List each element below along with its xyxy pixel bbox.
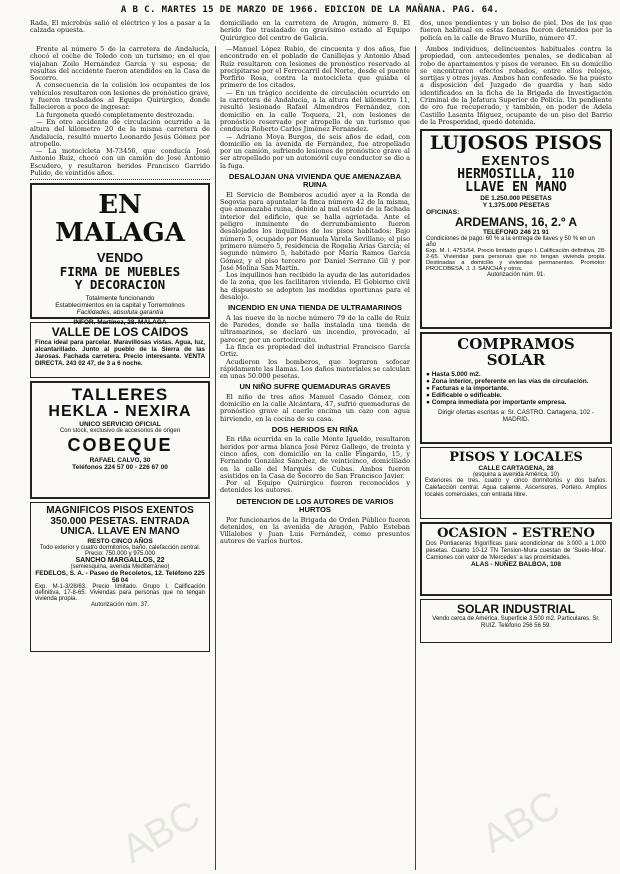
ad-lujosos-pisos — [420, 129, 612, 329]
ad-compramos-item-text: Zona interior, preferente en las vías de circulación. — [431, 377, 589, 385]
column1-top-text: Rada, El microbús salió el eléctrico y los a pasar a la calzada opuesta. — [30, 19, 210, 35]
ad-compramos-item-text: Compra inmediata por importante empresa. — [431, 398, 567, 406]
news-paragraph: Los inquilinos han recibido la ayuda de las autoridades de la zona, que les facilitaron vivienda. El Gobierno civil ha dispuesto se adopten las medidas oportunas para el desalojo. — [220, 271, 410, 302]
headline-detencion: DETENCION DE LOS AUTORES DE VARIOS HURTOS — [236, 496, 394, 515]
ad-ocasion-address: ALAS - NUÑEZ BALBOA, 108 — [471, 561, 561, 569]
ad-locales-text: Exteriores de tres, cuatro y cinco dormitorios y dos baños. Calefacción central. Agua caliente. Ascensores. Portero. Amplios locales comerciales, con entrada libre. — [425, 477, 607, 498]
ad-talleres — [30, 381, 210, 499]
ad-pisos-legal: Exp. M-1-3/28/63. Precio limitado. Grupo I. Calificación definitiva, 17-8-65. Viviendas para personas que no tengan vivienda propia. — [35, 583, 205, 602]
news-paragraph: — La motocicleta M-73456, que conducía José Antonio Ruiz, chocó con un camión de José Antonio Escudero, y resultaron heridos Francisco Garrido Pulido, de veintidós años. — [30, 147, 210, 178]
column-1 — [30, 46, 210, 870]
ad-locales-sub: CALLE CARTAGENA, 28 — [478, 464, 554, 472]
ad-valle-title: VALLE DE LOS CAIDOS — [51, 325, 189, 340]
column-divider — [415, 46, 416, 870]
ad-malaga-line2: FIRMA DE MUEBLES — [59, 263, 181, 279]
ad-valle-caidos — [30, 322, 210, 378]
ad-compramos-title: COMPRAMOS SOLAR — [457, 335, 575, 370]
news-paragraph: — En otro accidente de circulación ocurrido a la altura del kilómetro 20 de la misma carretera de Andalucía, resultó muerto Leonardo Jesús Gómez por atropello. — [30, 117, 210, 148]
ad-ocasion-text: Dos Pontiaceras frigoríficas para acondicionar de 3.000 a 1.000 pesetas. Cuarto 10-12 TN Tension-Mura cuestan de 'Suelo-Moa'. Camiones con valor de 'Mercedes' a las proximidades. — [426, 540, 606, 561]
ad-locales-sub2: (esquina a avenida América, 10) — [472, 471, 560, 478]
news-paragraph: — Adriano Moya Burgos, de seis años de edad, con domicilio en la avenida de Fernández, fue atropellado por un camión, sufriendo lesiones de pronóstico grave al ser atropellado por un automóvil cuyo conductor se dio a la fuga. — [220, 132, 410, 170]
headline-heridos: DOS HERIDOS EN RIÑA — [271, 424, 359, 434]
ad-pisos-price: 350.000 PESETAS. ENTRADA — [50, 515, 190, 527]
ad-compramos-item: ● Zona interior, preferente en las vías de circulación. — [426, 377, 589, 385]
ad-malaga-line1: VENDO — [96, 249, 144, 265]
news-paragraph: Ambos individuos, delincuentes habituales contra la propiedad, con antecedentes penales, se dedicaban al robo de apartamentos y pisos de veraneo. En su domicilio se encontraron efectos robados, entre ellos relojes, sortijas y otras joyas. Ambos han confesado. Se ha puesto a disposición del Juzgado de guardia y han sido identificados en la ficha de la Brigada de Investigación Criminal de la Jefatura Superior de Policía. Un pendiente de oro fue recuperado, y también, en poder de Adela Castillo Lasanta Iñiguez, ocupante de un piso del Barrio de la Prosperidad, quedó detenida. — [420, 45, 612, 126]
ad-malaga-sub1: Totalmente funcionando — [85, 294, 155, 302]
news-paragraph: Por funcionarios de la Brigada de Orden Público fueron detenidos, en la avenida de Aragón, Pablo Esteban Villalobos y Juan Luis Fernández, como presuntos autores de varios hurtos. — [220, 515, 410, 546]
ad-compramos-contact: Dirigir ofertas escritas a: Sr. CASTRO. Cartagena, 102 - MADRID. — [437, 408, 595, 423]
ad-solar-text: Vendo cerca de América. Superficie 3.500 m2. Particulares. Sr. RUIZ. Teléfono 256 56 59. — [432, 615, 600, 629]
ad-compramos-item-text: Hasta 5.000 m2. — [431, 370, 481, 378]
ad-lujosos-line3: LLAVE EN MANO — [465, 180, 567, 196]
ad-valle-text: Finca ideal para parcelar. Maravillosas vistas. Agua, luz, alcantarillado. Junto al pueblo de la Sierra de las Jarosas. Fachada carretera. Precio interesante. VENTA DIRECTA. 243 02 47, de 3 a 6 noche. — [35, 338, 205, 367]
page-header: A B C. MARTES 15 DE MARZO DE 1966. EDICION DE LA MAÑANA. PAG. 64. — [120, 5, 500, 15]
ad-malaga-sub3: Facilidades, absoluta garantía — [76, 308, 164, 316]
column2-top-text: domiciliado en la carretera de Aragón, número 8. El herido fue trasladado en gravísimo estado al Equipo Quirúrgico del centro de Galicia. — [220, 19, 410, 42]
news-paragraph: El Servicio de Bomberos acudió ayer a la Ronda de Segovia para apuntalar la finca número 42 de la misma, que amenazaba ruina, debido al mal estado de la fachada interior del edificio, que se halla agrietada. Ante el peligro inminente de derrumbamiento fueron desalojados los inquilinos de los pisos habitados: Bajo número 5, ocupado por Manuela Varela Sevillano; el piso primero número 5, residencia de Rogelia Arias García; el segundo número 5, habitado por María Ramos García Gómez, y el piso tercero por Daniel Serrano Gil y por José Molina San Martín. — [220, 190, 410, 272]
headline-incendio: INCENDIO EN UNA TIENDA DE ULTRAMARINOS — [228, 303, 402, 313]
ad-lujosos-address: ARDEMANS, 16, 2.º A — [455, 215, 577, 230]
news-paragraph: Frente al número 5 de la carretera de Andalucía, chocó el coche de Toledo con un turismo; en el que viajaban Zoilo Hernández García y su esposa; de resultas del accidente fueron atendidos en la Casa de Socorro. — [30, 45, 210, 83]
ad-lujosos-line2: HERMOSILLA, 110 — [457, 166, 575, 182]
ad-talleres-phone: Teléfonos 224 57 00 - 226 67 00 — [72, 463, 168, 471]
ad-pisos-details: Todo exterior y cuatro dormitorios, baño, calefacción central. Precio: 750.000 y 975.000 — [39, 544, 201, 557]
ad-talleres-title: TALLERES — [71, 385, 169, 405]
news-paragraph: La furgoneta quedó completamente destrozada. — [36, 110, 195, 119]
news-paragraph: Por el Equipo Quirúrgico fueron reconocidos y detenidos los autores. — [220, 479, 410, 495]
news-paragraph: En riña ocurrida en la calle Monte Igueldo, resultaron heridos por arma blanca José Pérez Gallego, de treinta y cinco años, con domicilio en la calle Fingardo, 15, y Fernando González Sánchez, de veinticinco, domiciliado en la calle del Marqués de Cubas. Ambos fueron asistidos en la Casa de Socorro de San Francisco Javier. — [220, 435, 410, 480]
ad-lujosos-price1: DE 1.250.000 PESETAS — [480, 195, 552, 203]
news-paragraph: El niño de tres años Manuel Casado Gómez, con domicilio en la calle Alcántara, 47, sufrió quemaduras de pronóstico grave al caerle encima un cazo con agua hirviendo, en la cocina de su casa. — [220, 392, 410, 423]
ad-lujosos-legal: Exp. M. I. 4751/64. Precio limitado grupo I. Calificación definitiva, 28-2-65. Viviendas para personas que no tengan vivienda propia. Destinadas a domicilio y viviendas permanentes. Promotor: PROCOBESA. J. J. SANCHA y otros. — [426, 247, 606, 272]
ad-pisos-footer: FEDELOS, S. A. - Paseo de Recoletos, 12. Teléfono 225 58 04 — [35, 569, 205, 584]
column-2 — [220, 46, 410, 870]
ad-lujosos-line1: EXENTOS — [481, 153, 551, 169]
news-paragraph: —Manuel López Rubio, de cincuenta y dos años, fue encontrado en el poblado de Canillejas y Antonio Abad Ruiz resultaron con lesiones de pronóstico reservado al precipitarse por el Ferrocarril del Norte, desde el puente Porfirio Rosa, contra la motocicleta que guiaba el primero de los citados. — [220, 45, 410, 90]
ad-solar-title: SOLAR INDUSTRIAL — [457, 602, 575, 617]
ad-lujosos-conditions: Condiciones de pago: 60 % a la entrega de llaves y 50 % en un año — [426, 235, 595, 248]
watermark: ABC — [474, 782, 568, 862]
ad-ocasion-title: OCASION - ESTRENO — [437, 526, 595, 542]
news-paragraph: La finca es propiedad del industrial Francisco García Ortiz. — [220, 342, 410, 359]
headline-desalojan: DESALOJAN UNA VIVIENDA QUE AMENAZABA RUINA — [228, 172, 402, 190]
news-paragraph: A consecuencia de la colisión los ocupantes de los vehículos resultaron con lesiones de pronóstico grave, y fueron trasladados al Equipo Quirúrgico, donde fallecieron a poco de ingresar. — [30, 81, 210, 112]
ad-pisos-auth: Autorización núm. 37. — [90, 601, 150, 608]
ad-compramos-item: ● Facturas e la importante. — [426, 384, 509, 392]
ad-solar-industrial — [420, 599, 612, 643]
ad-compramos-item: ● Hasta 5.000 m2. — [426, 370, 481, 378]
ad-lujosos-office: OFICINAS: — [426, 209, 460, 217]
column-3 — [420, 46, 612, 870]
ad-talleres-brand2: COBEQUE — [67, 434, 173, 455]
ad-ocasion-estreno — [420, 522, 612, 596]
ad-pisos-delivery: UNICA. LLAVE EN MANO — [60, 526, 180, 538]
ad-compramos-solar — [420, 332, 612, 444]
ad-lujosos-auth: Autorización núm. 91. — [486, 271, 546, 278]
news-paragraph: A las nueve de la noche número 79 de la calle de Ruiz de Paredes, donde se halla instalada una tienda de ultramarinos, se declaró un incendio, provocado, al parecer, por un cortocircuito. — [220, 313, 410, 344]
ad-malaga-line3: Y DECORACION — [74, 276, 166, 292]
news-paragraph: — En un trágico accidente de circulación ocurrido en la carretera de Andalucía, a la altura del kilómetro 11, resultó lesionado Rafael Almendros Fernández, con domicilio en la calle Toquera, 21, con lesiones de pronóstico reservado por atropello de un turismo que conducía Roberto Carlos Jiménez Fernández. — [220, 88, 410, 134]
ad-pisos-title: MAGNIFICOS PISOS EXENTOS — [46, 505, 194, 517]
ad-malaga-sub2: Establecimientos en la capital y Torremolinos — [55, 301, 185, 309]
ad-malaga-contact: INFOR. Martínez, 28. MALAGA — [73, 318, 167, 326]
ad-lujosos-title: LUJOSOS PISOS — [429, 132, 603, 155]
divider — [30, 179, 210, 180]
news-paragraph: Acudieron los bomberos, que lograron sofocar rápidamente las llamas. Los daños materiales se calculan en unas 50.000 pesetas. — [220, 357, 410, 381]
watermark: ABC — [114, 792, 208, 872]
ad-compramos-item: ● Compra inmediata por importante empresa. — [426, 398, 567, 406]
ad-compramos-item: ● Edificable o edificable. — [426, 391, 502, 399]
ad-lujosos-phone: TELEFONO 246 21 91 — [482, 228, 550, 236]
ad-talleres-sub: UNICO SERVICIO OFICIAL — [79, 420, 161, 428]
column-divider — [215, 46, 216, 870]
ad-pisos-street: SANCHO MARGALLOS, 22 — [75, 556, 165, 564]
ad-compramos-item-text: Edificable o edificable. — [431, 391, 502, 399]
ad-lujosos-price2: Y 1.375.000 PESETAS — [482, 202, 550, 210]
ad-talleres-brand: HEKLA - NEXIRA — [48, 403, 192, 421]
ad-talleres-address: RAFAEL CALVO, 30 — [89, 456, 151, 464]
ad-malaga-title: EN MALAGA — [55, 190, 185, 248]
ad-pisos-term: RESTO CINCO AÑOS — [87, 537, 153, 545]
ad-magnificos-pisos — [30, 502, 210, 652]
ad-pisos-zone: (semiesquina, avenida Mediterráneo) — [70, 563, 170, 570]
ad-locales-title: PISOS Y LOCALES — [449, 450, 583, 466]
column3-top-text: dos, unos pendientes y un bolso de piel. Dos de los que fueron habitual en estas faenas fueron detenidos por la policía en la calle de Bravo Murillo, número 47. — [420, 19, 612, 42]
ad-pisos-locales — [420, 447, 612, 519]
ad-talleres-sub2: Con stock, exclusivo de accesorios de origen — [59, 427, 181, 434]
ad-malaga — [30, 183, 210, 326]
ad-compramos-item-text: Facturas e la importante. — [431, 384, 509, 392]
headline-nino: UN NIÑO SUFRE QUEMADURAS GRAVES — [239, 382, 391, 392]
